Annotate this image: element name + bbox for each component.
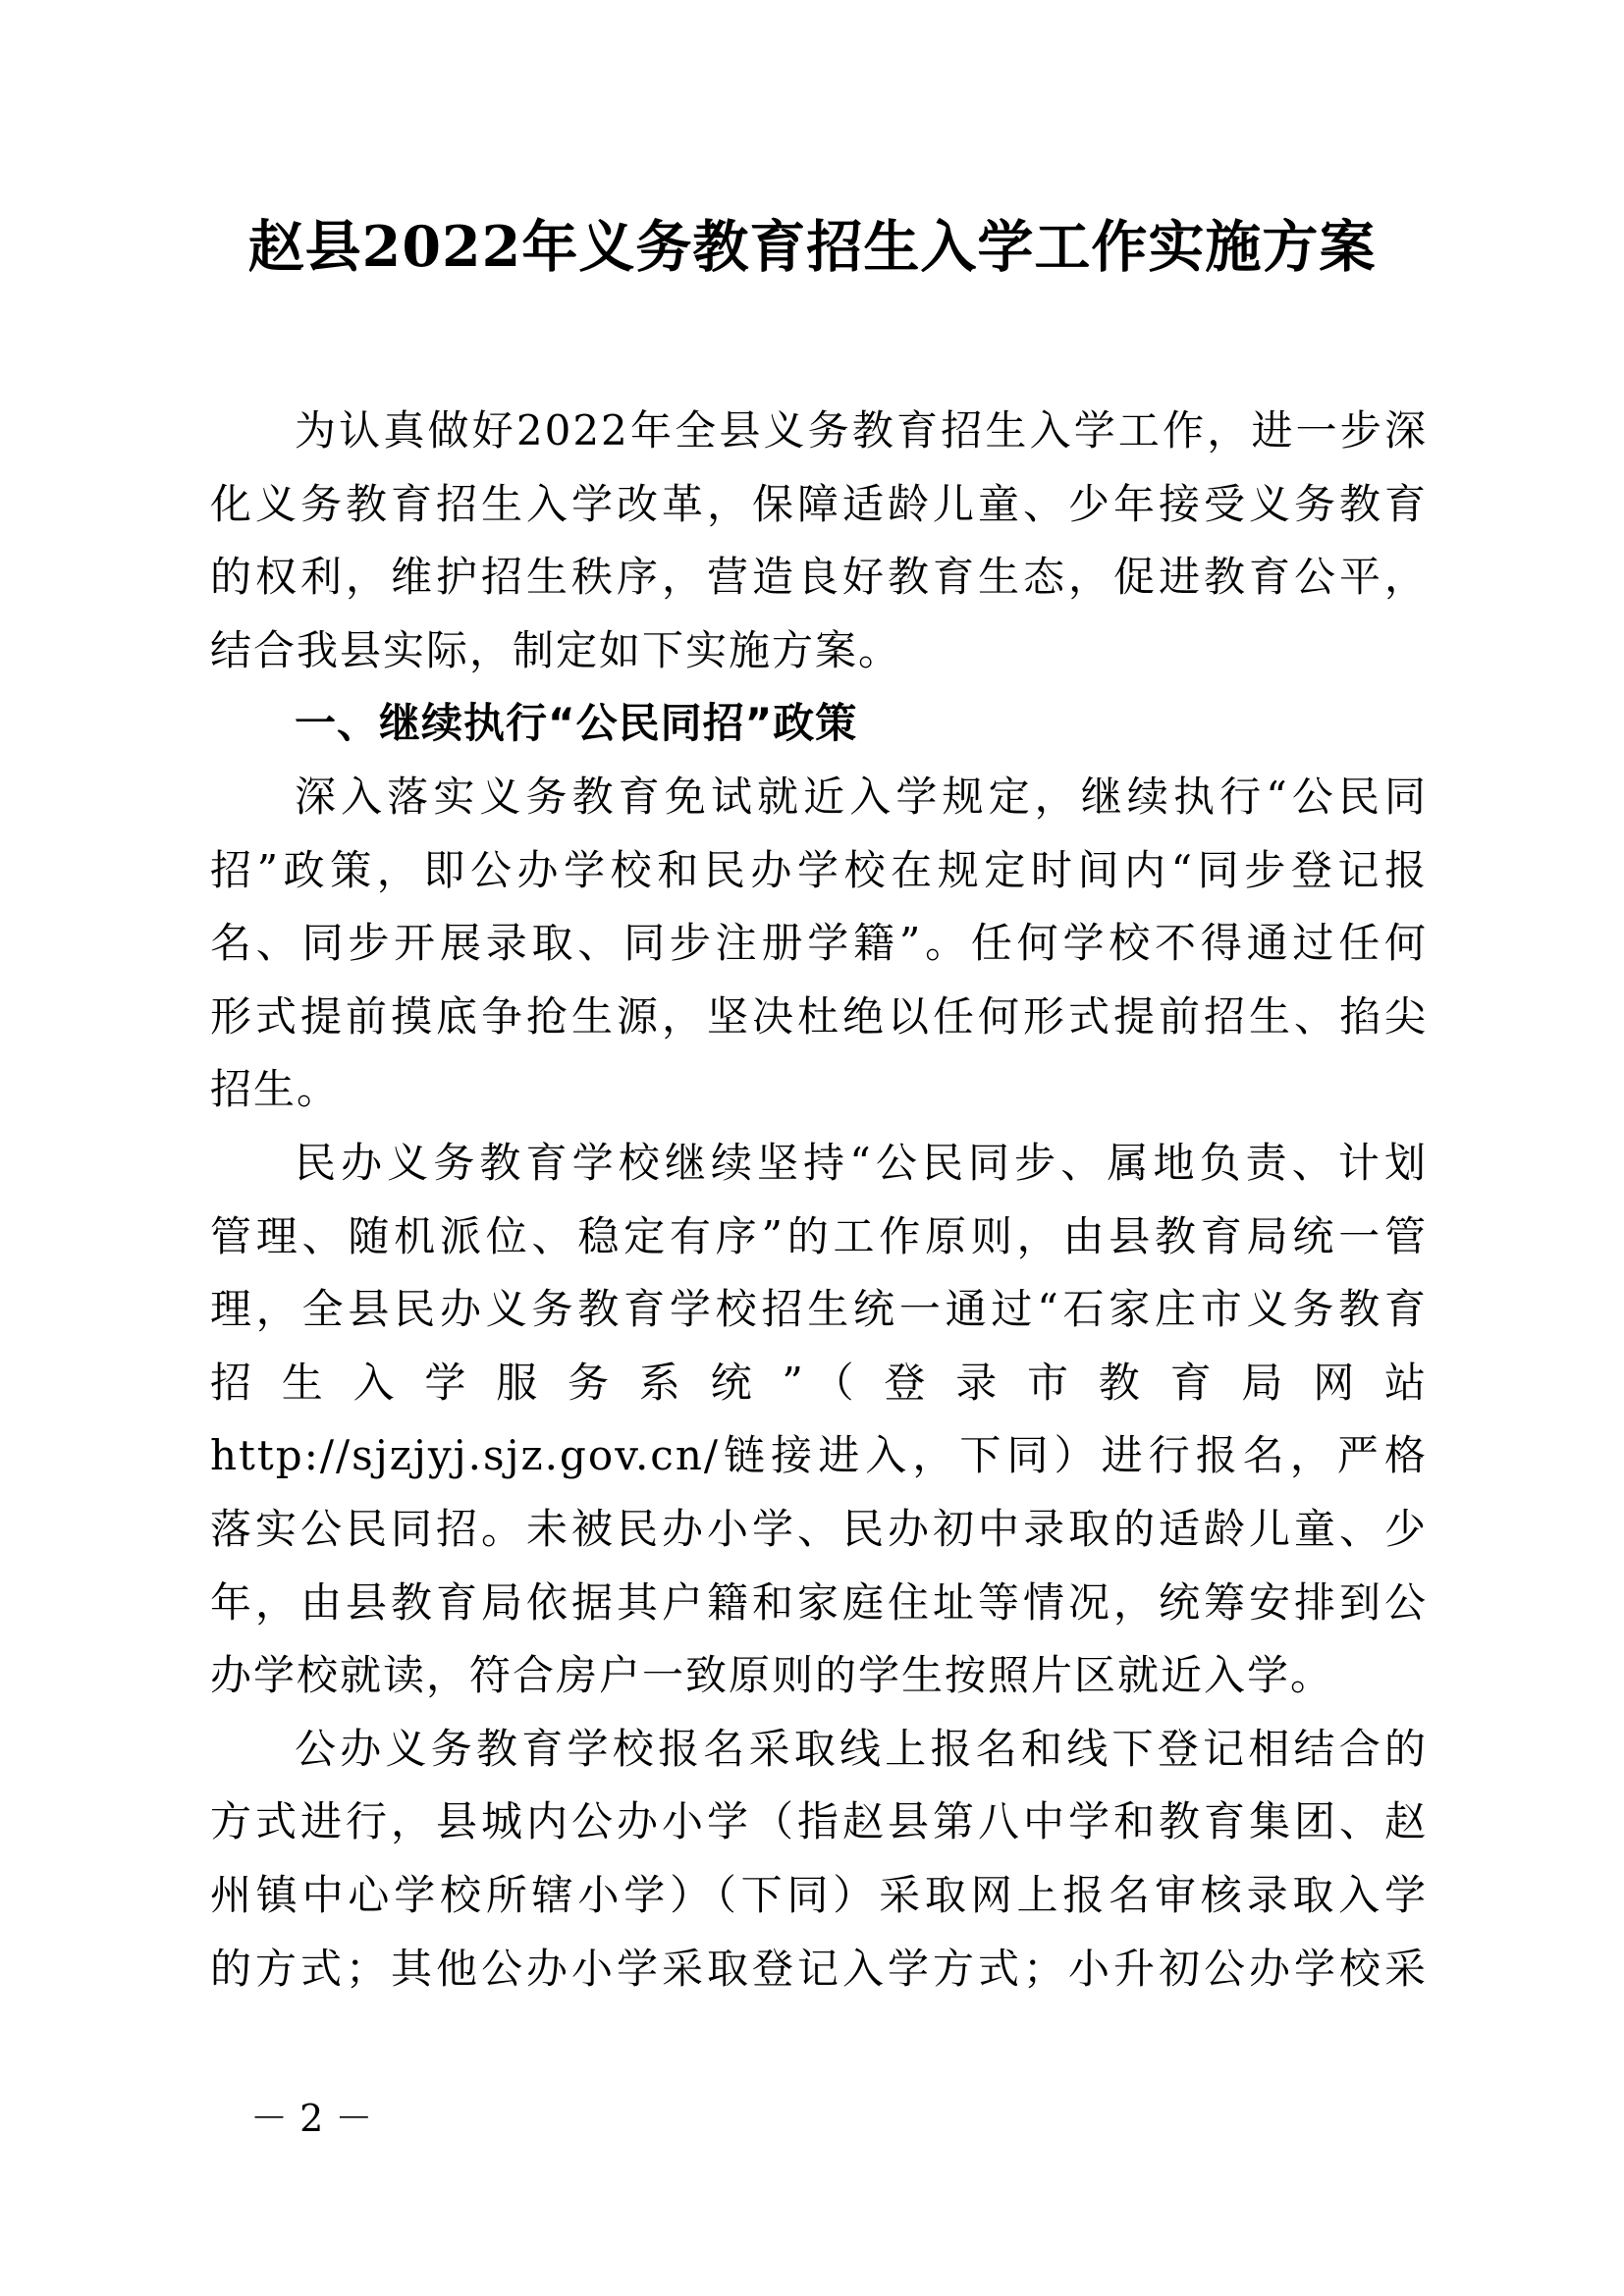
paragraph-2-line-3: 名、同步开展录取、同步注册学籍”。任何学校不得通过任何 <box>210 919 1428 967</box>
paragraph-4-line-3: 州镇中心学校所辖小学）（下同）采取网上报名审核录取入学 <box>210 1871 1428 1919</box>
paragraph-3-line-6: 落实公民同招。未被民办小学、民办初中录取的适龄儿童、少 <box>210 1505 1428 1553</box>
paragraph-2-line-5: 招生。 <box>210 1065 341 1113</box>
paragraph-1-line-4: 结合我县实际，制定如下实施方案。 <box>210 626 902 674</box>
paragraph-2-line-4: 形式提前摸底争抢生源，坚决杜绝以任何形式提前招生、掐尖 <box>210 992 1428 1041</box>
paragraph-1-line-2: 化义务教育招生入学改革，保障适龄儿童、少年接受义务教育 <box>210 480 1428 528</box>
paragraph-4-line-2: 方式进行，县城内公办小学（指赵县第八中学和教育集团、赵 <box>210 1797 1428 1845</box>
section-1-heading: 一、继续执行“公民同招”政策 <box>295 699 858 747</box>
paragraph-2-line-2: 招”政策，即公办学校和民办学校在规定时间内“同步登记报 <box>210 846 1428 894</box>
paragraph-3-line-7: 年，由县教育局依据其户籍和家庭住址等情况，统筹安排到公 <box>210 1578 1428 1627</box>
paragraph-1-line-3: 的权利，维护招生秩序，营造良好教育生态，促进教育公平， <box>210 553 1428 601</box>
paragraph-3-line-3: 理，全县民办义务教育学校招生统一通过“石家庄市义务教育 <box>210 1285 1428 1333</box>
paragraph-3-line-8: 办学校就读，符合房户一致原则的学生按照片区就近入学。 <box>210 1651 1334 1699</box>
paragraph-2-line-1: 深入落实义务教育免试就近入学规定，继续执行“公民同 <box>295 773 1428 821</box>
paragraph-4-line-4: 的方式；其他公办小学采取登记入学方式；小升初公办学校采 <box>210 1945 1428 1993</box>
paragraph-3-line-1: 民办义务教育学校继续坚持“公民同步、属地负责、计划 <box>295 1139 1428 1187</box>
document-title: 赵县2022年义务教育招生入学工作实施方案 <box>247 214 1377 280</box>
page-number: － 2 － <box>250 2097 373 2140</box>
paragraph-3-line-4: 招生入学服务系统”（登录市教育局网站 <box>210 1359 1428 1407</box>
paragraph-4-line-1: 公办义务教育学校报名采取线上报名和线下登记相结合的 <box>295 1725 1428 1773</box>
paragraph-3-line-5: http://sjzjyj.sjz.gov.cn/链接进入，下同）进行报名，严格 <box>210 1431 1428 1479</box>
paragraph-3-line-2: 管理、随机派位、稳定有序”的工作原则，由县教育局统一管 <box>210 1212 1428 1260</box>
paragraph-1-line-1: 为认真做好2022年全县义务教育招生入学工作，进一步深 <box>295 406 1428 454</box>
